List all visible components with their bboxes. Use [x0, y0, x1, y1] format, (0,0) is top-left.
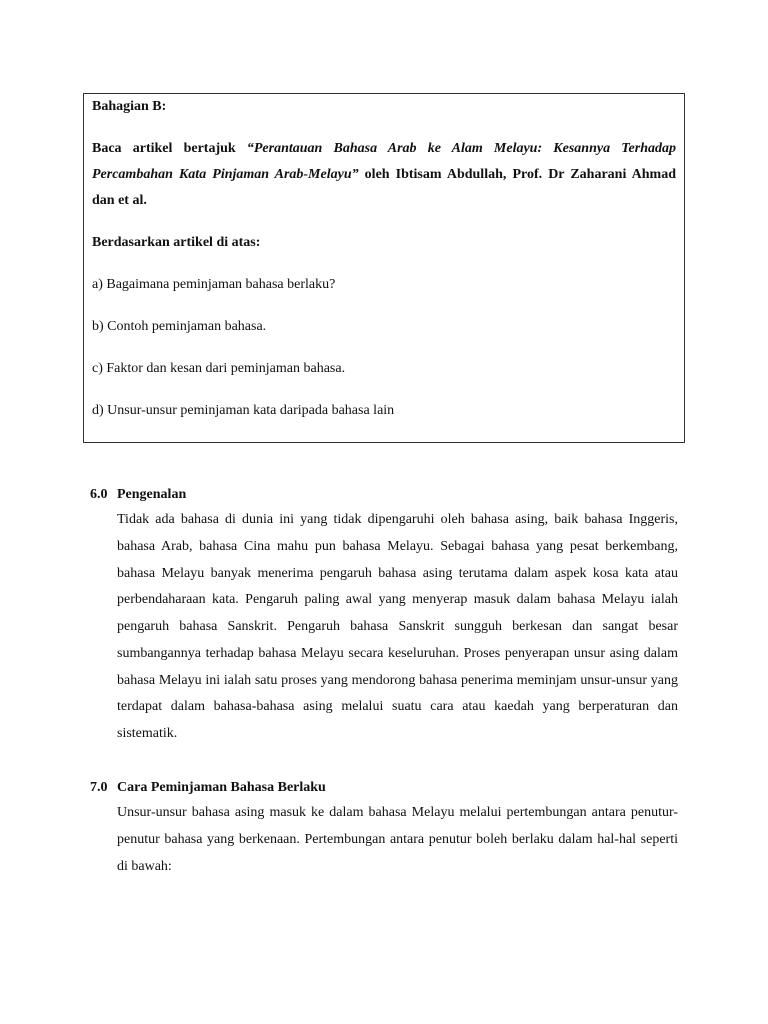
section-body: Tidak ada bahasa di dunia ini yang tidak dipengaruhi oleh bahasa asing, baik bahasa Inggeris, bahasa Arab, bahasa Cina mahu pun bahasa Melayu. Sebagai bahasa yang pesat berkembang, bahasa Melayu banyak menerima pengaruh bahasa asing terutama dalam aspek kosa kata atau perbendaharaan kata. Pengaruh paling awal yang menyerap masuk dalam bahasa Melayu ialah pengaruh bahasa Sanskrit. Pengaruh bahasa Sanskrit sungguh berkesan dan sangat besar sumbangannya terhadap bahasa Melayu secara keseluruhan. Proses penyerapan unsur asing dalam bahasa Melayu ini ialah satu proses yang mendorong bahasa penerima meminjam unsur-unsur yang terdapat dalam bahasa-bahasa asing melalui suatu cara atau kaedah yang berperaturan dan sistematik.: [117, 512, 678, 741]
question-d: d) Unsur-unsur peminjaman kata daripada bahasa lain: [92, 403, 395, 418]
assignment-box: [83, 93, 685, 443]
box-subheading: Berdasarkan artikel di atas:: [92, 235, 261, 250]
instruction-prefix: Baca artikel bertajuk: [92, 141, 247, 156]
box-heading: Bahagian B:: [92, 99, 167, 114]
instruction-suffix: oleh Ibtisam Abdullah, Prof. Dr Zaharani Ahmad dan et al.: [92, 167, 676, 208]
section-number: 7.0: [90, 780, 108, 795]
section-heading: [90, 485, 678, 505]
article-title: “Perantauan Bahasa Arab ke Alam Melayu: Kesannya Terhadap Percambahan Kata Pinjaman Arab-Melayu”: [92, 141, 676, 182]
section-number: 6.0: [90, 487, 108, 502]
section-title: Pengenalan: [117, 487, 187, 502]
section-pengenalan: [90, 485, 678, 748]
section-title: Cara Peminjaman Bahasa Berlaku: [117, 780, 326, 795]
section-heading: [90, 778, 678, 798]
instruction-paragraph: [92, 136, 676, 214]
section-body: Unsur-unsur bahasa asing masuk ke dalam bahasa Melayu melalui pertembungan antara penutur-penutur bahasa yang berkenaan. Pertembungan antara penutur boleh berlaku dalam hal-hal seperti di bawah:: [117, 805, 678, 874]
question-a: a) Bagaimana peminjaman bahasa berlaku?: [92, 277, 336, 292]
section-cara-peminjaman: [90, 778, 678, 880]
question-b: b) Contoh peminjaman bahasa.: [92, 319, 267, 334]
question-c: c) Faktor dan kesan dari peminjaman bahasa.: [92, 361, 346, 376]
